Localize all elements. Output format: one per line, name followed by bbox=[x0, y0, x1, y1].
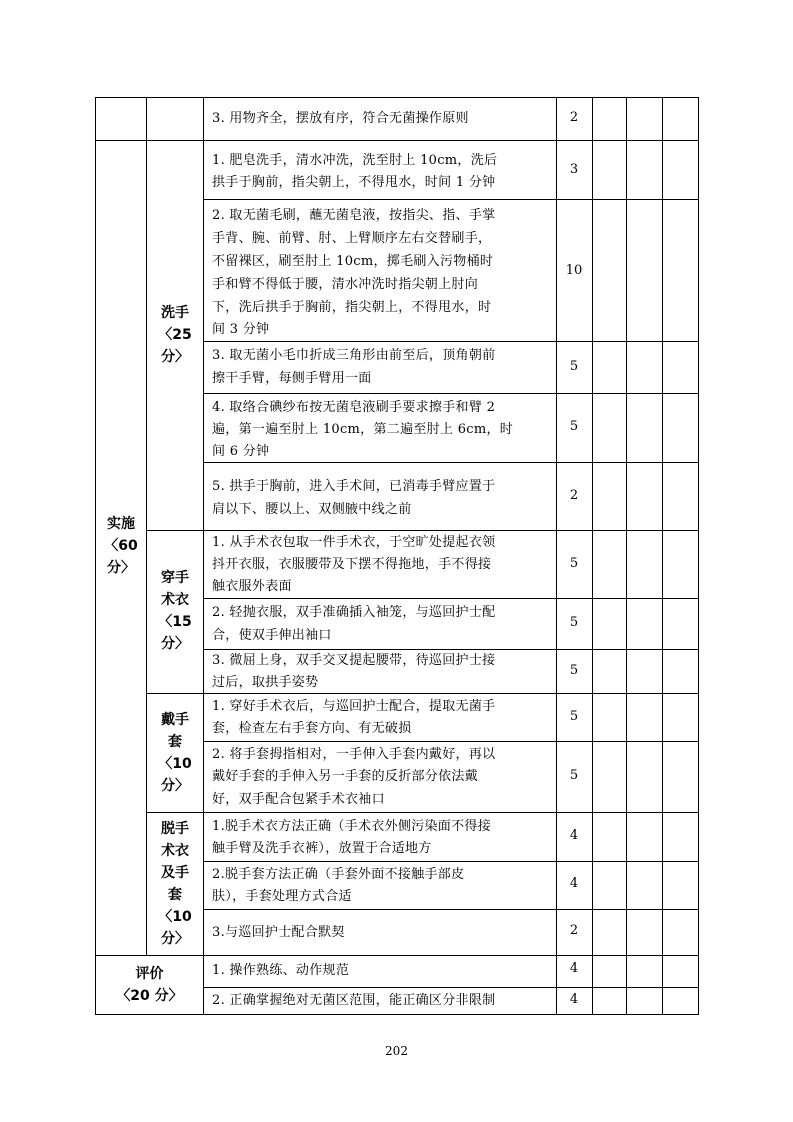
category-line: 洗手 bbox=[161, 305, 189, 321]
item-text-line: 间 6 分钟 bbox=[212, 444, 270, 459]
item-score: 5 bbox=[569, 709, 579, 724]
item-text-line: 手和臂不得低于腰，清水冲洗时指尖朝上肘向 bbox=[212, 277, 479, 292]
category-line: 分〉 bbox=[107, 560, 135, 576]
grid-line bbox=[146, 693, 699, 694]
item-text-line: 4. 取络合碘纱布按无菌皂液刷手要求擦手和臂 2 bbox=[212, 400, 496, 415]
category-line: 分〉 bbox=[161, 349, 189, 365]
grid-line bbox=[203, 97, 204, 1015]
item-score: 3 bbox=[569, 162, 579, 177]
grid-line bbox=[203, 741, 699, 742]
item-text-line: 触手臂及洗手衣裤），放置于合适地方 bbox=[212, 841, 432, 856]
item-score: 4 bbox=[569, 961, 579, 976]
item-score: 5 bbox=[569, 556, 579, 571]
grid-line bbox=[95, 955, 699, 956]
grid-line bbox=[203, 462, 699, 463]
item-score: 10 bbox=[565, 263, 583, 278]
category-line: 穿手 bbox=[161, 570, 189, 586]
category-daishoutao bbox=[147, 709, 203, 797]
item-text-line: 5. 拱手于胸前，进入手术间，已消毒手臂应置于 bbox=[212, 479, 496, 494]
item-text-line: 1. 从手术衣包取一件手术衣，于空旷处提起衣领 bbox=[212, 535, 496, 550]
grid-line bbox=[698, 97, 699, 1015]
item-text-line: 下，洗后拱手于胸前，指尖朝上，不得甩水，时 bbox=[212, 300, 492, 315]
item-score: 4 bbox=[569, 876, 579, 891]
item-score: 5 bbox=[569, 615, 579, 630]
category-line: 〈15 bbox=[158, 614, 192, 630]
item-score: 2 bbox=[569, 110, 579, 125]
grid-line bbox=[203, 199, 699, 200]
item-text-line: 触衣服外表面 bbox=[212, 579, 292, 594]
grid-line bbox=[626, 97, 627, 1015]
grid-line bbox=[95, 1014, 699, 1015]
item-text-line: 2. 将手套拇指相对，一手伸入手套内戴好，再以 bbox=[212, 747, 496, 762]
item-text-line: 肤），手套处理方式合适 bbox=[212, 889, 352, 904]
category-line: 分〉 bbox=[161, 636, 189, 652]
item-text-line: 3. 用物齐全，摆放有序，符合无菌操作原则 bbox=[212, 111, 469, 126]
item-text-line: 合，使双手伸出袖口 bbox=[212, 628, 332, 643]
item-text-line: 间 3 分钟 bbox=[212, 322, 270, 337]
grid-line bbox=[95, 140, 699, 141]
item-text-line: 肩以下、腰以上、双侧腋中线之前 bbox=[212, 502, 412, 517]
page-number: 202 bbox=[385, 1044, 408, 1058]
item-score: 2 bbox=[569, 488, 579, 503]
item-text-line: 遍，第一遍至肘上 10cm，第二遍至肘上 6cm，时 bbox=[212, 422, 514, 437]
item-text-line: 戴好手套的手伸入另一手套的反折部分依法戴 bbox=[212, 769, 479, 784]
category-chuanshouyi bbox=[147, 567, 203, 655]
item-text-line: 抖开衣服，衣服腰带及下摆不得拖地，手不得接 bbox=[212, 557, 492, 572]
item-text-line: 3. 微屈上身，双手交叉提起腰带，待巡回护士接 bbox=[212, 653, 496, 668]
item-text-line: 手背、腕、前臂、肘、上臂顺序左右交替刷手， bbox=[212, 231, 492, 246]
category-line: 分〉 bbox=[161, 778, 189, 794]
item-text-line: 3.与巡回护士配合默契 bbox=[212, 925, 345, 940]
category-line: 戴手 bbox=[161, 712, 189, 728]
grid-line bbox=[203, 598, 699, 599]
item-score: 5 bbox=[569, 359, 579, 374]
category-line: 套 bbox=[168, 734, 182, 750]
category-line: 实施 bbox=[107, 516, 135, 532]
item-text-line: 2. 取无菌毛刷，蘸无菌皂液，按指尖、指、手掌 bbox=[212, 208, 496, 223]
grid-line bbox=[203, 987, 699, 988]
grid-line bbox=[662, 97, 663, 1015]
grid-line bbox=[592, 97, 593, 1015]
grid-line bbox=[203, 861, 699, 862]
item-text-line: 3. 取无菌小毛巾折成三角形由前至后，顶角朝前 bbox=[212, 348, 496, 363]
category-line: 套 bbox=[168, 887, 182, 903]
category-line: 及手 bbox=[161, 865, 189, 881]
grid-line bbox=[146, 812, 699, 813]
item-score: 2 bbox=[569, 923, 579, 938]
item-score: 5 bbox=[569, 419, 579, 434]
item-text-line: 2.脱手套方法正确（手套外面不接触手部皮 bbox=[212, 867, 465, 882]
item-text-line: 1. 操作熟练、动作规范 bbox=[212, 963, 350, 978]
category-line: 评价 bbox=[135, 966, 164, 982]
category-line: 分〉 bbox=[161, 931, 189, 947]
item-text-line: 套，检查左右手套方向、有无破损 bbox=[212, 721, 412, 736]
item-text-line: 拱手于胸前，指尖朝上，不得甩水，时间 1 分钟 bbox=[212, 175, 496, 190]
item-score: 4 bbox=[569, 992, 579, 1007]
item-text-line: 1.脱手术衣方法正确（手术衣外侧污染面不得接 bbox=[212, 819, 492, 834]
grid-line bbox=[203, 341, 699, 342]
grid-line bbox=[203, 393, 699, 394]
item-score: 5 bbox=[569, 768, 579, 783]
item-text-line: 不留裸区，刷至肘上 10cm，掷毛刷入污物桶时 bbox=[212, 254, 494, 269]
category-line: 术衣 bbox=[161, 592, 189, 608]
item-text-line: 过后，取拱手姿势 bbox=[212, 675, 319, 690]
category-line: 〈10 bbox=[158, 909, 192, 925]
item-score: 4 bbox=[569, 828, 579, 843]
category-xishou bbox=[147, 302, 203, 368]
grid-line bbox=[203, 909, 699, 910]
item-text-line: 1. 肥皂洗手，清水冲洗，洗至肘上 10cm，洗后 bbox=[212, 153, 498, 168]
item-text-line: 2. 正确掌握绝对无菌区范围，能正确区分非限制 bbox=[212, 993, 496, 1008]
category-line: 〈60 bbox=[104, 538, 138, 554]
category-line: 〈25 bbox=[158, 327, 192, 343]
item-text-line: 擦干手臂，每侧手臂用一面 bbox=[212, 371, 372, 386]
category-tuoshouyi bbox=[147, 818, 203, 950]
grid-line bbox=[95, 97, 699, 98]
grid-line bbox=[146, 530, 699, 531]
item-text-line: 1. 穿好手术衣后，与巡回护士配合，提取无菌手 bbox=[212, 699, 496, 714]
category-shishi bbox=[96, 513, 146, 579]
category-pingjia bbox=[96, 963, 203, 1007]
category-line: 〈20 分〉 bbox=[116, 988, 183, 1004]
item-text-line: 2. 轻抛衣服，双手准确插入袖笼，与巡回护士配 bbox=[212, 605, 496, 620]
category-line: 术衣 bbox=[161, 843, 189, 859]
category-line: 脱手 bbox=[161, 821, 189, 837]
item-score: 5 bbox=[569, 663, 579, 678]
category-line: 〈10 bbox=[158, 756, 192, 772]
item-text-line: 好，双手配合包紧手术衣袖口 bbox=[212, 792, 385, 807]
